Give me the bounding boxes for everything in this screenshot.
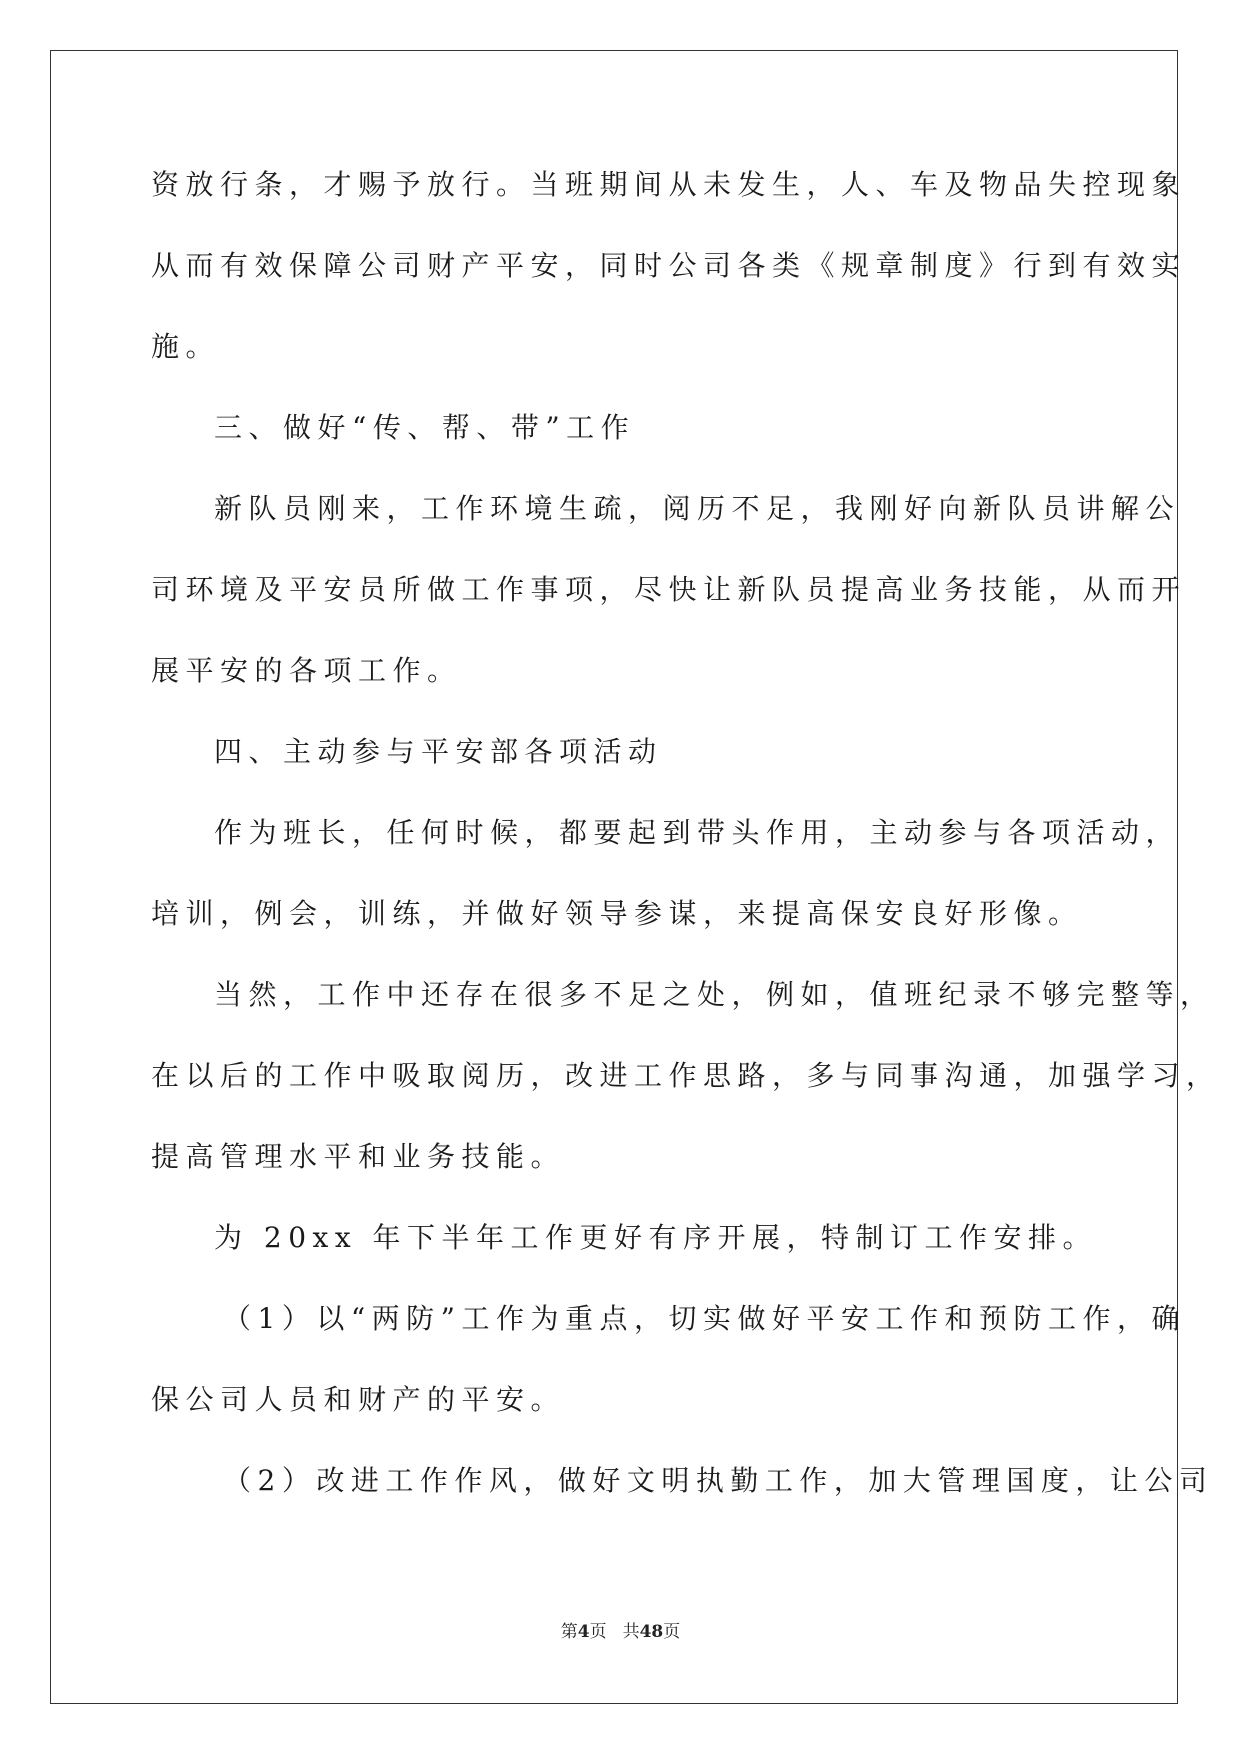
section-heading: 三、做好“传、帮、带”工作 bbox=[214, 411, 636, 444]
document-body bbox=[151, 165, 1221, 1542]
text-line: 从而有效保障公司财产平安，同时公司各类《规章制度》行到有效实 bbox=[151, 249, 1187, 282]
text-line: 保公司人员和财产的平安。 bbox=[151, 1383, 566, 1416]
text-line: 提高管理水平和业务技能。 bbox=[151, 1140, 566, 1173]
text-line: 展平安的各项工作。 bbox=[151, 654, 462, 687]
footer-prefix: 第 bbox=[560, 1622, 578, 1642]
text-line: 在以后的工作中吸取阅历，改进工作思路，多与同事沟通，加强学习， bbox=[151, 1059, 1221, 1092]
text-line: 作为班长，任何时候，都要起到带头作用，主动参与各项活动， bbox=[214, 816, 1181, 849]
text-line: 新队员刚来，工作环境生疏，阅历不足，我刚好向新队员讲解公 bbox=[214, 492, 1181, 525]
section-heading: 四、主动参与平安部各项活动 bbox=[214, 735, 663, 768]
list-item: （2）改进工作作风，做好文明执勤工作，加大管理国度，让公司 bbox=[223, 1464, 1214, 1497]
text-line: 施。 bbox=[151, 330, 221, 363]
text-line: 资放行条，才赐予放行。当班期间从未发生，人、车及物品失控现象 bbox=[151, 168, 1187, 201]
text-line: 司环境及平安员所做工作事项，尽快让新队员提高业务技能，从而开 bbox=[151, 573, 1187, 606]
list-item: （1）以“两防”工作为重点，切实做好平安工作和预防工作，确 bbox=[223, 1302, 1186, 1335]
page-footer bbox=[0, 1617, 1241, 1642]
text-line: 为 20xx 年下半年工作更好有序开展，特制订工作安排。 bbox=[214, 1221, 1098, 1254]
footer-total-unit: 页 bbox=[663, 1622, 681, 1642]
footer-total-prefix: 共 bbox=[622, 1622, 640, 1642]
footer-page-unit: 页 bbox=[589, 1622, 607, 1642]
text-line: 当然，工作中还存在很多不足之处，例如，值班纪录不够完整等， bbox=[214, 978, 1215, 1011]
text-line: 培训，例会，训练，并做好领导参谋，来提高保安良好形像。 bbox=[151, 897, 1083, 930]
page-number: 4 bbox=[577, 1622, 590, 1642]
total-pages: 48 bbox=[639, 1622, 664, 1642]
